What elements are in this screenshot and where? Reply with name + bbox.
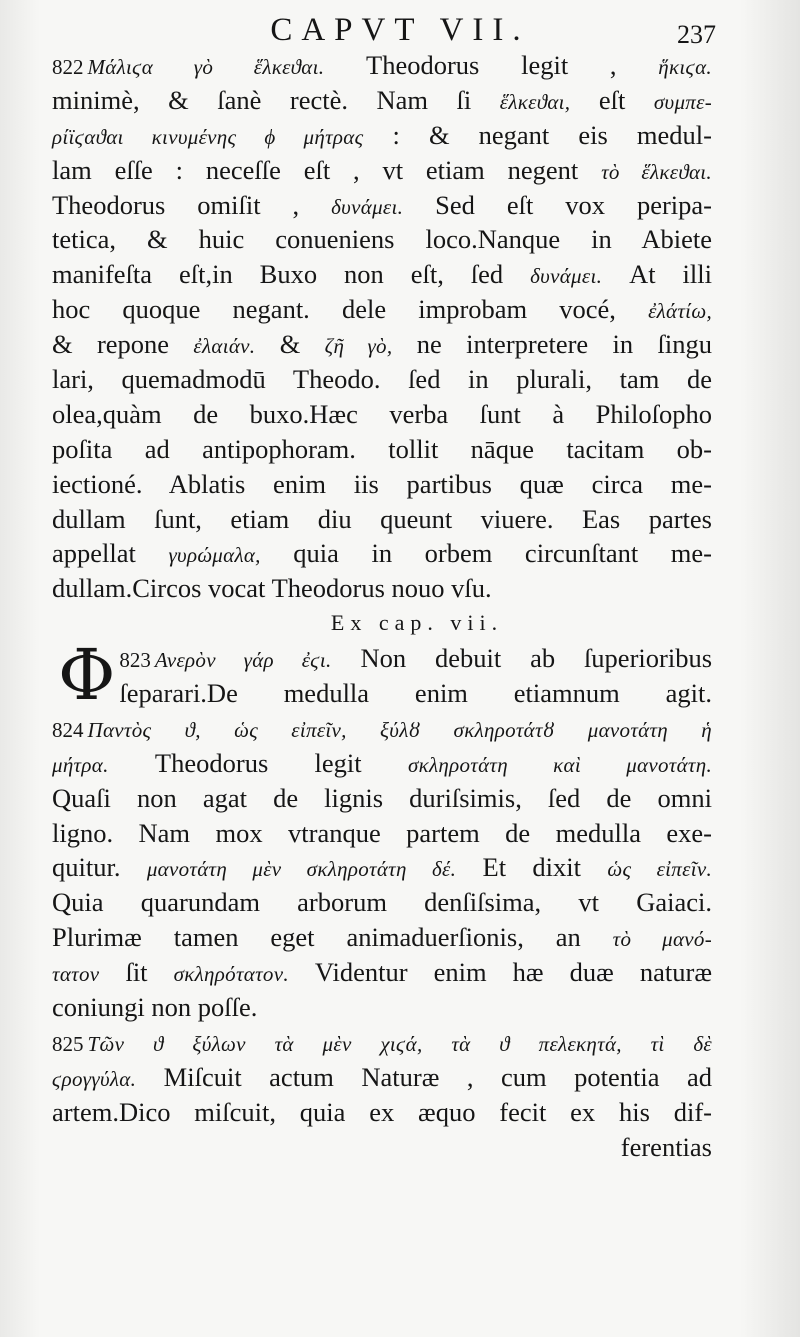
text-line xyxy=(52,746,712,781)
greek-text: ζῆ γὸ, xyxy=(324,334,393,359)
latin-text: lam eſſe : neceſſe eſt , vt etiam negent xyxy=(52,154,602,185)
note-number: 823 xyxy=(119,648,151,673)
note-number: 824 xyxy=(52,717,84,742)
latin-text: olea,quàm de buxo.Hæc verba ſunt à Philoſopho xyxy=(52,398,712,429)
latin-text: ſit xyxy=(99,957,174,988)
latin-text: ligno. Nam mox vtranque partem de medulla exe- xyxy=(52,817,712,848)
latin-text: iectioné. Ablatis enim iis partibus quæ circa me- xyxy=(52,468,712,499)
greek-text: συμπε- xyxy=(653,89,712,114)
text-line xyxy=(52,48,712,83)
latin-text: & xyxy=(255,329,325,360)
text-line xyxy=(52,1025,712,1060)
greek-text: δυνάμει. xyxy=(530,264,603,289)
note-number: 822 xyxy=(52,55,84,79)
latin-text: Videntur enim hæ duæ naturæ xyxy=(288,957,712,988)
text-line xyxy=(52,467,712,502)
text-line xyxy=(52,118,712,153)
latin-text: artem.Dico miſcuit, quia ex æquo fecit ex his dif- xyxy=(52,1096,712,1127)
greek-text: τὸ μανό- xyxy=(612,927,712,952)
latin-text: Quaſi non agat de lignis duriſsimis, ſed de omni xyxy=(52,782,712,813)
greek-text: δυνάμει. xyxy=(331,194,404,219)
text-line xyxy=(52,222,712,257)
latin-text: dullam.Circos vocat Theodorus nouo vſu. xyxy=(52,573,492,604)
latin-text: Plurimæ tamen eget animaduerſionis, an xyxy=(52,922,613,953)
text-line xyxy=(52,153,712,188)
latin-text: & repone xyxy=(52,329,194,360)
section-paragraph xyxy=(52,634,713,1129)
greek-text: τὸ ἕλκεϑαι. xyxy=(601,159,712,184)
latin-text: At illi xyxy=(602,259,712,290)
latin-text: Miſcuit actum Naturæ , cum potentia ad xyxy=(136,1061,712,1092)
latin-text: manifeſta eſt,in Buxo non eſt, ſed xyxy=(52,259,531,290)
greek-text: γυρώμαλα, xyxy=(168,543,261,568)
text-line xyxy=(52,432,712,467)
greek-text: ρίϊϛαϑαι κινυμένης ϕ μήτρας xyxy=(52,124,364,149)
latin-text: minimè, & ſanè rectè. Nam ſi xyxy=(52,84,500,115)
commentary-paragraph xyxy=(52,48,712,606)
greek-text: ὡς εἰπεῖν. xyxy=(607,857,712,882)
latin-text: coniungi non poſſe. xyxy=(52,992,258,1023)
running-title: CAPVT VII. xyxy=(270,12,530,48)
latin-text: poſita ad antipophoram. tollit nāque tacitam ob- xyxy=(52,433,712,464)
text-line xyxy=(52,292,712,327)
text-line xyxy=(52,257,712,292)
latin-text: hoc quoque negant. dele improbam vocé, xyxy=(52,294,649,325)
latin-text: Theodorus legit , xyxy=(324,50,659,80)
greek-text: ἐλάτίω, xyxy=(648,299,712,324)
text-line xyxy=(52,711,712,746)
latin-text: dullam ſunt, etiam diu queunt viuere. Eas partes xyxy=(52,503,712,534)
greek-text: σκληροτάτη καὶ μανοτάτη. xyxy=(407,752,713,777)
greek-text: Μάλιϛα γὸ ἕλκεϑαι. xyxy=(87,55,325,79)
text-line xyxy=(52,83,712,118)
greek-text: Παντὸς ϑ, ὡς εἰπεῖν, ξύλȣ σκληροτάτȣ μανοτάτη ἡ xyxy=(87,717,712,742)
section-heading: Ex cap. vii. xyxy=(330,610,504,636)
text-line xyxy=(52,920,712,955)
text-line xyxy=(52,397,712,432)
latin-text: eſt xyxy=(570,84,654,115)
latin-text: Quia quarundam arborum denſiſsima, vt Gaiaci. xyxy=(52,887,712,918)
text-line xyxy=(52,571,712,606)
latin-text: ſeparari.De medulla enim etiamnum agit. xyxy=(119,678,712,709)
note-number: 825 xyxy=(52,1031,84,1056)
latin-text: ne interpretere in ſingu xyxy=(392,329,712,360)
text-line xyxy=(52,885,712,920)
greek-text: ἕλκεϑαι, xyxy=(499,89,571,114)
text-line xyxy=(52,850,712,885)
catchword: ferentias xyxy=(620,1131,712,1162)
greek-text: Ανερὸν γάρ ἐϛι. xyxy=(154,648,332,673)
page-number: 237 xyxy=(677,20,716,49)
latin-text: : & negant eis medul- xyxy=(363,119,712,150)
latin-text: Theodorus legit xyxy=(108,747,408,778)
greek-text: Τῶν ϑ ξύλων τὰ μὲν χιϛά, τὰ ϑ πελεκητά, τὶ δὲ xyxy=(87,1031,712,1056)
text-line xyxy=(52,188,712,223)
greek-text: τατον xyxy=(52,962,100,987)
text-line xyxy=(52,327,712,362)
text-line xyxy=(52,502,712,537)
latin-text: tetica, & huic conueniens loco.Nanque in Abiete xyxy=(52,224,712,255)
greek-text: ϛρογγύλα. xyxy=(52,1066,137,1091)
latin-text: Non debuit ab ſuperioribus xyxy=(331,643,713,674)
latin-text: Et dixit xyxy=(456,852,608,883)
text-line xyxy=(52,781,712,816)
greek-text: ἥκιϛα. xyxy=(658,55,712,79)
text-line xyxy=(52,536,712,571)
text-line xyxy=(52,816,712,851)
greek-text: σκληρότατον. xyxy=(173,962,289,987)
greek-text: μανοτάτη μὲν σκληροτάτη δέ. xyxy=(146,857,457,882)
body-text xyxy=(52,48,712,1165)
latin-text: lari, quemadmodū Theodo. ſed in plurali, tam de xyxy=(52,364,712,395)
latin-text: Sed eſt vox peripa- xyxy=(403,189,712,220)
text-line xyxy=(52,362,712,397)
greek-text: μήτρα. xyxy=(52,752,109,777)
latin-text: appellat xyxy=(52,538,169,569)
text-line xyxy=(52,1095,712,1130)
text-line xyxy=(52,955,712,990)
latin-text: Theodorus omiſit , xyxy=(52,189,332,220)
text-line xyxy=(52,990,712,1025)
greek-text: ἐλαιάν. xyxy=(193,334,256,359)
text-line xyxy=(52,676,712,711)
drop-capital: Φ xyxy=(58,634,116,717)
text-line xyxy=(52,1060,712,1095)
latin-text: quitur. xyxy=(52,852,147,883)
latin-text: quia in orbem circunſtant me- xyxy=(260,538,713,569)
